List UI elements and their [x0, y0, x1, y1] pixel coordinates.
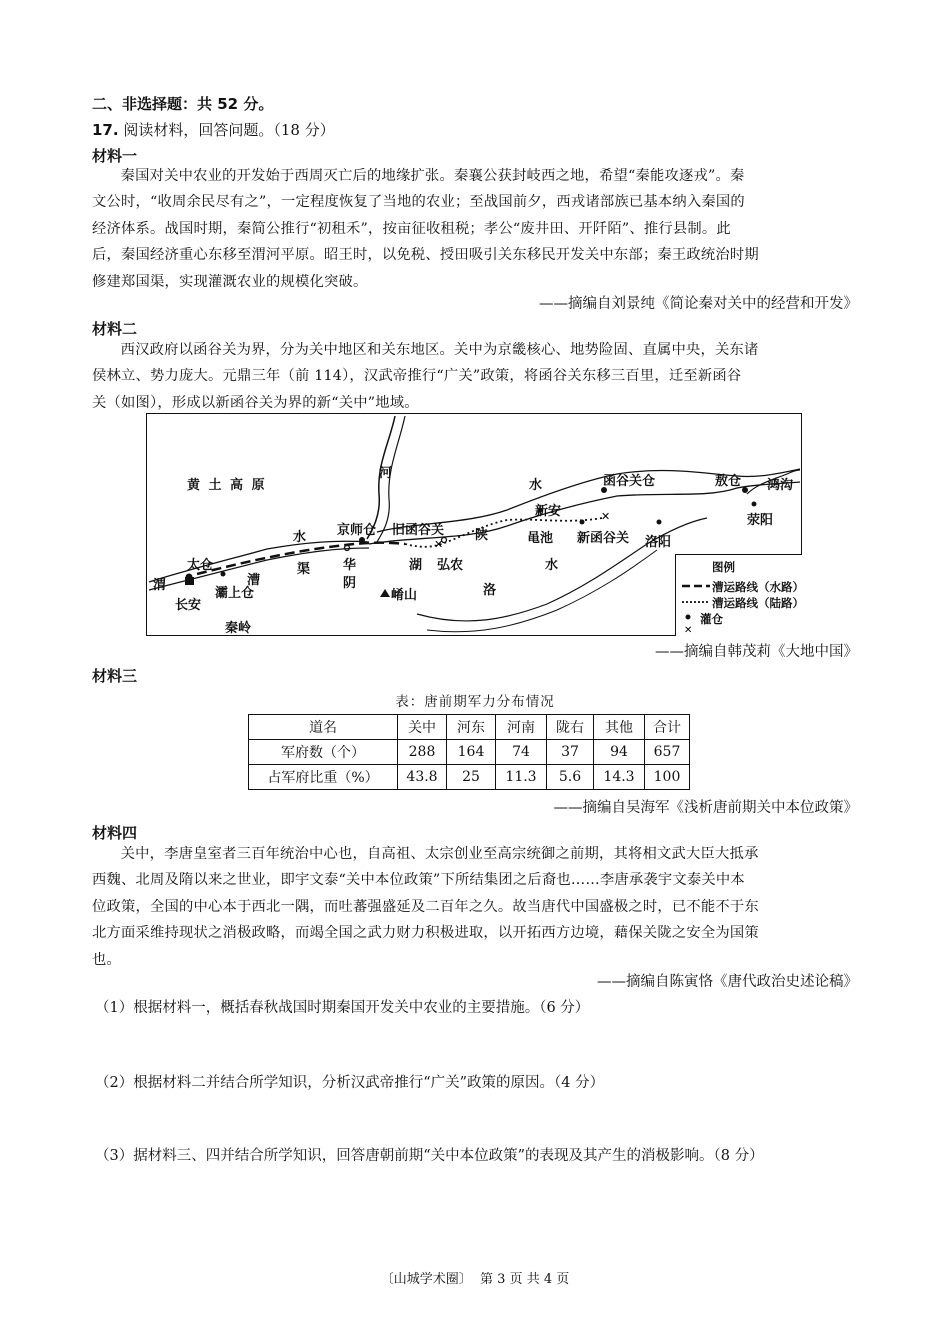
label-mianchi: 黾池: [527, 531, 554, 546]
material4-line: 也。: [92, 951, 121, 968]
legend-pass-marker: ✕: [684, 625, 693, 636]
label-hanguguancang: 函谷关仓: [603, 474, 656, 489]
label-shui1: 水: [293, 530, 307, 545]
material3-source: ——摘编自吴海军《浅析唐前期关中本位政策》: [553, 800, 858, 816]
question-number: 17.: [92, 121, 119, 139]
material2-source: ——摘编自韩茂莉《大地中国》: [655, 644, 858, 660]
legend-granary-dot: [686, 615, 691, 620]
material1-label: 材料一: [92, 147, 138, 165]
material1-source: ——摘编自刘景纯《简论秦对关中的经营和开发》: [539, 296, 858, 312]
label-xingyang: 荥阳: [747, 513, 774, 528]
label-qu: 渠: [297, 562, 311, 577]
table-cell: 军府数（个）: [249, 740, 398, 765]
table-cell: 74: [496, 740, 547, 765]
label-yaoshan: 崤山: [391, 588, 418, 603]
label-hua: 华: [343, 558, 357, 573]
material1-line: 秦国对关中农业的开发始于西周灭亡后的地缘扩张。秦襄公获封岐西之地，希望“秦能攻逐戎”。秦: [120, 168, 745, 184]
material4-source: ——摘编自陈寅恪《唐代政治史述论稿》: [597, 974, 858, 990]
table-cell: 5.6: [547, 765, 594, 790]
label-hu: 湖: [409, 558, 423, 573]
table-cell: 11.3: [496, 765, 547, 790]
city-dot: [345, 546, 350, 551]
label-shui2: 水: [529, 478, 543, 493]
table-header-cell: 陇右: [547, 715, 594, 740]
table-cell: 37: [547, 740, 594, 765]
material2-text: [92, 337, 862, 416]
legend-land-route: 漕运路线（陆路）: [712, 596, 804, 610]
label-changan: 长安: [175, 598, 202, 613]
label-yin: 阴: [343, 576, 357, 591]
label-qinling: 秦岭: [225, 621, 252, 636]
table-cell: 164: [447, 740, 496, 765]
label-xinhanguguan: 新函谷关: [577, 531, 630, 546]
legend-granary: 灌仓: [700, 612, 723, 626]
page-footer: 〔山城学术圈〕 第 3 页 共 4 页: [380, 1272, 570, 1287]
table-header-row: [249, 715, 690, 740]
table-header-cell: 河东: [447, 715, 496, 740]
mountain-marker: [380, 589, 390, 597]
material4-line: 西魏、北周及隋以来之世业，即宇文泰“关中本位政策”下所结集团之后裔也……李唐承袭宇文泰关中本: [92, 872, 745, 889]
table-cell: 657: [645, 740, 690, 765]
label-shui3: 水: [545, 558, 559, 573]
material2-line: 关（如图），形成以新函谷关为界的新“关中”地域。: [92, 394, 419, 411]
material2-line: 西汉政府以函谷关为界，分为关中地区和关东地区。关中为京畿核心、地势险固、直属中央，关东诸: [120, 342, 759, 358]
label-xinan: 新安: [535, 504, 562, 519]
table-cell: 43.8: [398, 765, 447, 790]
material4-line: 关中，李唐皇室者三百年统治中心也，自高祖、太宗创业至高宗统御之前期，其将相文武大臣大抵承: [120, 846, 759, 862]
material1-text: [92, 163, 862, 295]
label-luo: 洛: [483, 583, 497, 598]
material4-text: [92, 841, 862, 973]
label-jiuhanguguan: 旧函谷关: [392, 523, 445, 538]
label-hongnong: 弘农: [437, 558, 464, 573]
label-he: 河: [379, 466, 393, 481]
table-cell: 100: [645, 765, 690, 790]
subquestion-3: （3）据材料三、四并结合所学知识，回答唐朝前期“关中本位政策”的表现及其产生的消极影响。（8 分）: [95, 1148, 764, 1164]
pass-marker: ✕: [434, 538, 444, 551]
question-text: 阅读材料，回答问题。（18 分）: [123, 121, 335, 139]
table-header-cell: 合计: [645, 715, 690, 740]
map-figure: [146, 413, 802, 636]
material1-line: 修建郑国渠，实现灌溉农业的规模化突破。: [92, 273, 368, 290]
label-cao: 漕: [247, 573, 261, 588]
legend-title: 图例: [712, 560, 735, 574]
section-title: 二、非选择题：共 52 分。: [92, 95, 274, 113]
table-caption: 表：唐前期军力分布情况: [395, 694, 555, 710]
material3-label: 材料三: [92, 667, 138, 685]
table-row: [249, 765, 690, 790]
table-cell: 288: [398, 740, 447, 765]
city-dot: [657, 520, 662, 525]
label-bashangcang: 灞上仓: [215, 586, 255, 601]
material1-line: 经济体系。战国时期，秦简公推行“初租禾”，按亩征收租税；孝公“废井田、开阡陌”、推行县制。此: [92, 220, 731, 237]
subquestion-2: （2）根据材料二并结合所学知识，分析汉武帝推行“广关”政策的原因。（4 分）: [95, 1075, 605, 1091]
material4-line: 北方面采维持现状之消极政略，而竭全国之武力财力积极进取，以开拓西方边境，藉保关陇之安全为国策: [92, 925, 759, 942]
label-taicang: 太仓: [187, 558, 214, 573]
table-cell: 25: [447, 765, 496, 790]
table-cell: 占军府比重（%）: [249, 765, 398, 790]
material4-line: 位政策，全国的中心本于西北一隅，而吐蕃强盛延及二百年之久。故当唐代中国盛极之时，已不能不于东: [92, 898, 759, 915]
changan-marker: [185, 577, 194, 585]
material2-line: 侯林立、势力庞大。元鼎三年（前 114），汉武帝推行“广关”政策，将函谷关东移三百里，迁至新函谷: [92, 368, 742, 385]
label-jingshicang: 京师仓: [337, 523, 377, 538]
material1-line: 文公时，“收周余民尽有之”，一定程度恢复了当地的农业；至战国前夕，西戎诸部族已基本纳入秦国的: [92, 194, 745, 211]
subquestion-1: （1）根据材料一，概括春秋战国时期秦国开发关中农业的主要措施。（6 分）: [95, 1000, 590, 1016]
label-honggou: 鸿沟: [767, 478, 794, 493]
label-wei: 渭: [153, 578, 167, 593]
question-header: [92, 119, 335, 140]
label-aocang: 敖仓: [715, 474, 742, 489]
legend-water-route: 漕运路线（水路）: [712, 580, 804, 594]
material2-label: 材料二: [92, 320, 138, 338]
pass-marker: ✕: [601, 510, 611, 523]
label-shan: 陕: [475, 528, 489, 543]
table-header-cell: 关中: [398, 715, 447, 740]
label-loess: 黄 土 高 原: [187, 478, 267, 493]
table-row: [249, 740, 690, 765]
map-legend: [675, 554, 802, 636]
material1-line: 后，秦国经济重心东移至渭河平原。昭王时，以免税、授田吸引关东移民开发关中东部；秦王政统治时期: [92, 247, 759, 264]
city-dot: [221, 572, 226, 577]
table-header-cell: 其他: [594, 715, 645, 740]
material4-label: 材料四: [92, 824, 138, 842]
table-cell: 94: [594, 740, 645, 765]
label-luoyang: 洛阳: [645, 535, 672, 550]
city-dot: [580, 520, 585, 525]
table-header-cell: 河南: [496, 715, 547, 740]
table-header-cell: 道名: [249, 715, 398, 740]
military-table: [248, 714, 690, 790]
table-cell: 14.3: [594, 765, 645, 790]
city-dot: [752, 502, 757, 507]
granary-dot: [742, 487, 748, 493]
